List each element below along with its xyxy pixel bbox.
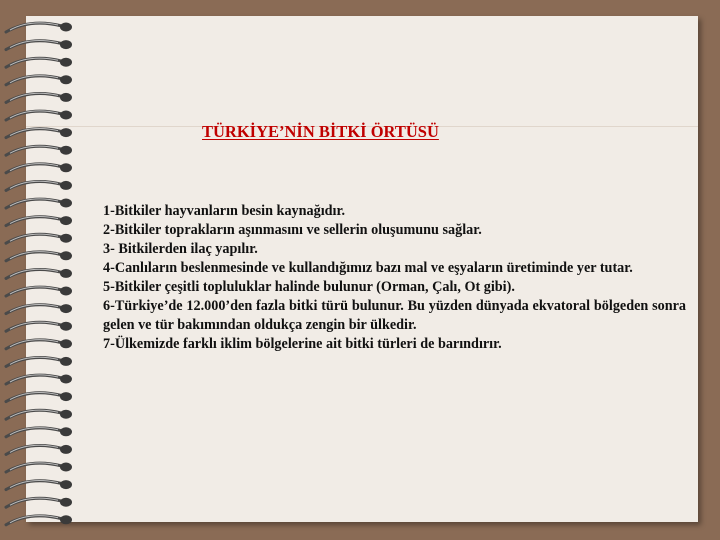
list-item: 4-Canlıların beslenmesinde ve kullandığımız bazı mal ve eşyaların üretiminde yer tutar.: [103, 260, 633, 276]
spiral-ring-icon: [6, 463, 72, 473]
spiral-ring-icon: [6, 287, 72, 297]
spiral-ring-icon: [6, 75, 72, 85]
list-item: 2-Bitkiler toprakların aşınmasını ve sellerin oluşumunu sağlar.: [103, 222, 482, 238]
spiral-ring-icon: [6, 269, 72, 279]
spiral-ring-icon: [6, 163, 72, 173]
spiral-ring-icon: [6, 392, 72, 402]
spiral-ring-icon: [6, 128, 72, 138]
spiral-ring-icon: [6, 181, 72, 191]
spiral-ring-icon: [6, 304, 72, 314]
spiral-ring-icon: [6, 357, 72, 367]
spiral-ring-icon: [6, 93, 72, 103]
spiral-ring-icon: [6, 427, 72, 437]
spiral-ring-icon: [6, 375, 72, 385]
list-item: 1-Bitkiler hayvanların besin kaynağıdır.: [103, 203, 346, 219]
spiral-ring-icon: [6, 146, 72, 156]
spiral-binding: [0, 18, 90, 528]
spiral-ring-icon: [6, 40, 72, 50]
spiral-ring-icon: [6, 410, 72, 420]
spiral-ring-icon: [6, 23, 72, 33]
spiral-ring-icon: [6, 251, 72, 260]
spiral-ring-icon: [6, 445, 72, 455]
spiral-ring-icon: [6, 498, 72, 508]
list-item: 7-Ülkemizde farklı iklim bölgelerine ait bitki türleri de barındırır.: [103, 336, 502, 352]
spiral-ring-icon: [6, 322, 72, 332]
spiral-ring-icon: [6, 216, 72, 226]
spiral-ring-icon: [6, 515, 72, 525]
spiral-ring-icon: [6, 234, 72, 244]
list-item: 6-Türkiye’de 12.000’den fazla bitki türü bulunur. Bu yüzden dünyada ekvatoral bölgeden sonra gelen ve tür bakımından oldukça zengin bir ülkedir.: [103, 298, 686, 333]
spiral-ring-icon: [6, 480, 72, 490]
spiral-ring-icon: [6, 339, 72, 349]
list-item: 3- Bitkilerden ilaç yapılır.: [103, 241, 258, 257]
page-title: TÜRKİYE’NİN BİTKİ ÖRTÜSÜ: [202, 122, 439, 141]
list-item: 5-Bitkiler çeşitli topluluklar halinde bulunur (Orman, Çalı, Ot gibi).: [103, 279, 515, 295]
fact-list: [103, 202, 686, 354]
spiral-ring-icon: [6, 199, 72, 209]
spiral-ring-icon: [6, 58, 72, 67]
spiral-ring-icon: [6, 111, 72, 121]
